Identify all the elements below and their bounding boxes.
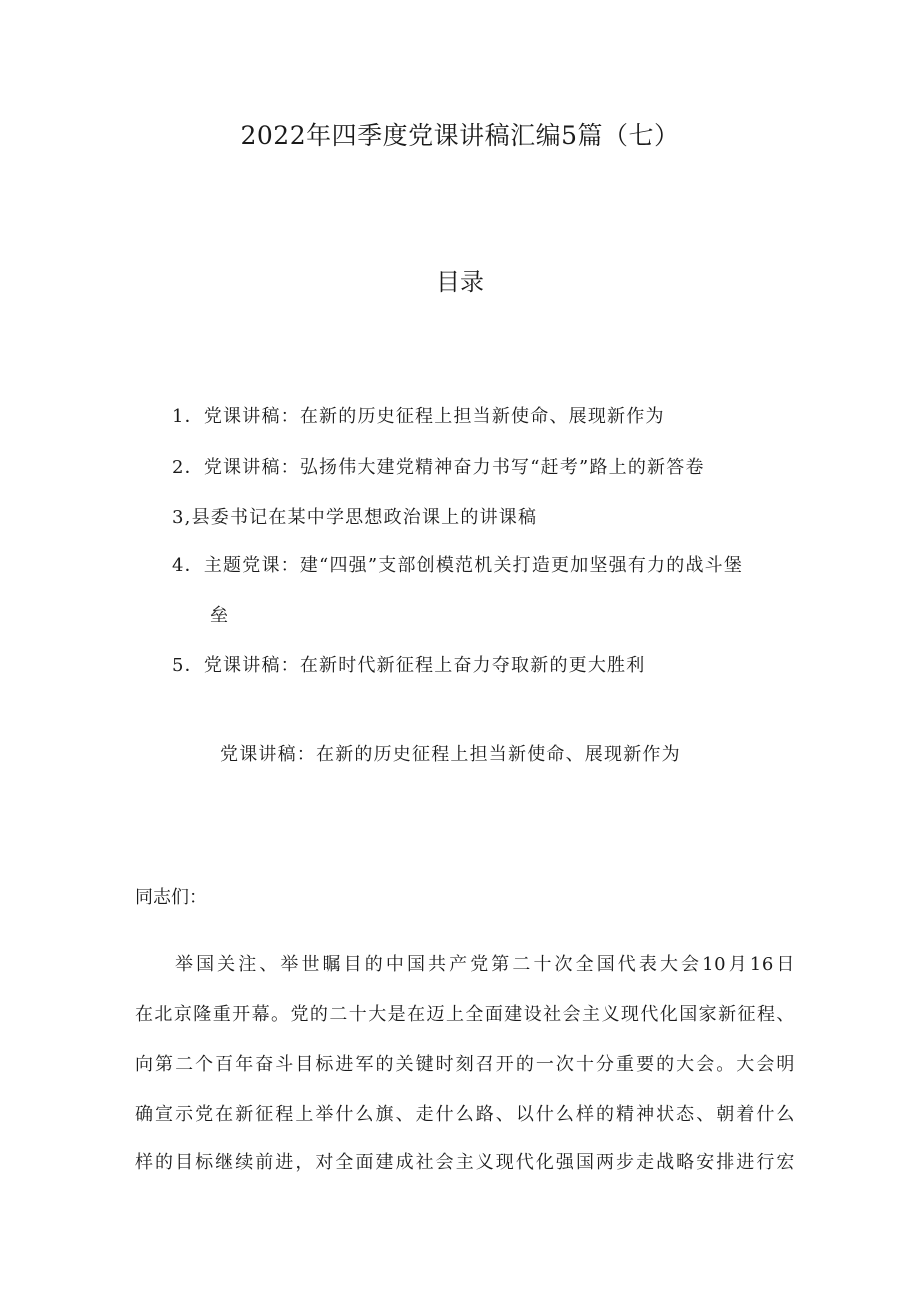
paragraph-line: 样的目标继续前进，对全面建成社会主义现代化强国两步走战略安排进行宏 [135,1152,795,1173]
toc-item-5: 5．党课讲稿：在新时代新征程上奋力夺取新的更大胜利 [172,655,646,676]
toc-heading: 目录 [436,268,484,296]
paragraph-line: 在北京隆重开幕。党的二十大是在迈上全面建设社会主义现代化国家新征程、 [135,1004,795,1025]
toc-item-4-continued: 垒 [210,605,228,626]
paragraph-line: 举国关注、举世瞩目的中国共产党第二十次全国代表大会10月16日 [175,954,795,975]
toc-item-4: 4．主题党课：建“四强”支部创模范机关打造更加坚强有力的战斗堡 [172,555,744,576]
toc-item-2: 2．党课讲稿：弘扬伟大建党精神奋力书写“赶考”路上的新答卷 [172,457,705,478]
document-title: 2022年四季度党课讲稿汇编5篇（七） [240,121,680,150]
toc-item-3: 3,县委书记在某中学思想政治课上的讲课稿 [172,507,538,528]
toc-item-1: 1．党课讲稿：在新的历史征程上担当新使命、展现新作为 [172,406,665,427]
section-title: 党课讲稿：在新的历史征程上担当新使命、展现新作为 [220,744,681,765]
paragraph-line: 确宣示党在新征程上举什么旗、走什么路、以什么样的精神状态、朝着什么 [135,1104,795,1125]
salutation: 同志们： [135,887,207,908]
paragraph-line: 向第二个百年奋斗目标进军的关键时刻召开的一次十分重要的大会。大会明 [135,1054,795,1075]
